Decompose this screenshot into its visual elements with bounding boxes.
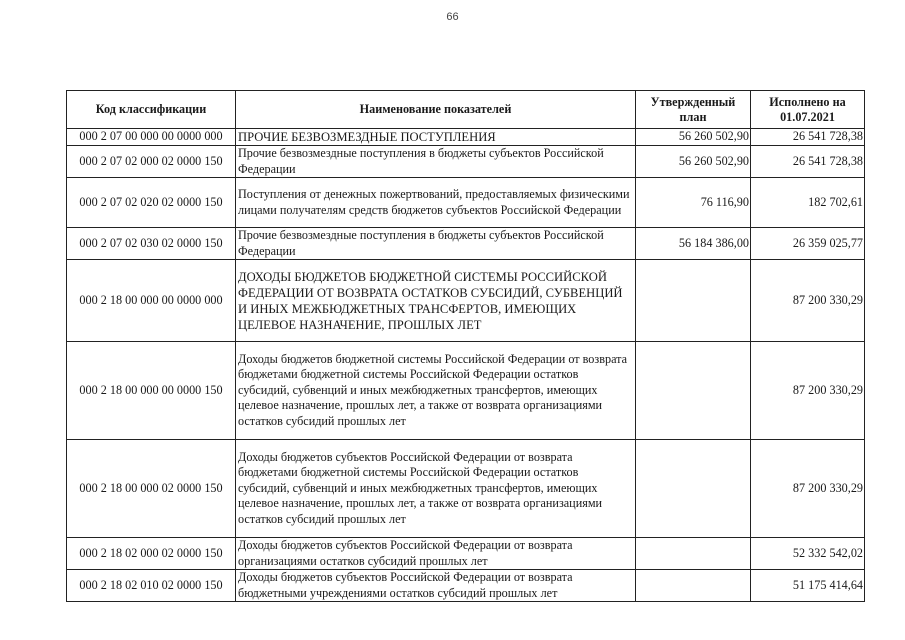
row-executed: 26 541 728,38 <box>751 129 865 146</box>
budget-table <box>66 90 865 602</box>
row-executed: 26 359 025,77 <box>751 228 865 260</box>
header-code: Код классификации <box>67 91 236 129</box>
row-plan <box>636 570 751 602</box>
table-row <box>67 178 865 228</box>
row-name: Поступления от денежных пожертвований, предоставляемых физическими лицами получателям средств бюджетов субъектов Российской Федерации <box>236 178 636 228</box>
row-code: 000 2 07 02 000 02 0000 150 <box>67 146 236 178</box>
row-plan: 56 184 386,00 <box>636 228 751 260</box>
row-executed: 51 175 414,64 <box>751 570 865 602</box>
row-executed: 26 541 728,38 <box>751 146 865 178</box>
row-plan: 56 260 502,90 <box>636 146 751 178</box>
row-executed: 182 702,61 <box>751 178 865 228</box>
row-code: 000 2 18 02 000 02 0000 150 <box>67 538 236 570</box>
table-row <box>67 440 865 538</box>
row-executed: 87 200 330,29 <box>751 260 865 342</box>
table-header-row <box>67 91 865 129</box>
row-plan <box>636 342 751 440</box>
row-plan <box>636 440 751 538</box>
row-code: 000 2 18 02 010 02 0000 150 <box>67 570 236 602</box>
row-code: 000 2 07 00 000 00 0000 000 <box>67 129 236 146</box>
row-name: Доходы бюджетов субъектов Российской Федерации от возврата бюджетами бюджетной системы Российской Федерации остатков субсидий, субвенций и иных межбюджетных трансфертов, имеющих целевое назначение, прошлых лет, а также от возврата организациями остатков субсидий прошлых лет <box>236 440 636 538</box>
row-plan <box>636 260 751 342</box>
table-row <box>67 570 865 602</box>
row-name: Прочие безвозмездные поступления в бюджеты субъектов Российской Федерации <box>236 228 636 260</box>
row-name: Доходы бюджетов бюджетной системы Российской Федерации от возврата бюджетами бюджетной системы Российской Федерации остатков субсидий, субвенций и иных межбюджетных трансфертов, имеющих целевое назначение, прошлых лет, а также от возврата организациями остатков субсидий прошлых лет <box>236 342 636 440</box>
header-plan: Утвержденный план <box>636 91 751 129</box>
table-row <box>67 146 865 178</box>
table-row <box>67 538 865 570</box>
header-name: Наименование показателей <box>236 91 636 129</box>
row-name: ПРОЧИЕ БЕЗВОЗМЕЗДНЫЕ ПОСТУПЛЕНИЯ <box>236 129 636 146</box>
row-code: 000 2 07 02 030 02 0000 150 <box>67 228 236 260</box>
table-row <box>67 129 865 146</box>
row-plan <box>636 538 751 570</box>
row-code: 000 2 18 00 000 00 0000 150 <box>67 342 236 440</box>
row-name: Прочие безвозмездные поступления в бюджеты субъектов Российской Федерации <box>236 146 636 178</box>
table-row <box>67 342 865 440</box>
row-executed: 52 332 542,02 <box>751 538 865 570</box>
page-number: 66 <box>446 11 459 23</box>
row-code: 000 2 18 00 000 00 0000 000 <box>67 260 236 342</box>
row-code: 000 2 07 02 020 02 0000 150 <box>67 178 236 228</box>
row-executed: 87 200 330,29 <box>751 440 865 538</box>
row-plan: 76 116,90 <box>636 178 751 228</box>
row-name: ДОХОДЫ БЮДЖЕТОВ БЮДЖЕТНОЙ СИСТЕМЫ РОССИЙСКОЙ ФЕДЕРАЦИИ ОТ ВОЗВРАТА ОСТАТКОВ СУБСИДИЙ, СУБВЕНЦИЙ И ИНЫХ МЕЖБЮДЖЕТНЫХ ТРАНСФЕРТОВ, ИМЕЮЩИХ ЦЕЛЕВОЕ НАЗНАЧЕНИЕ, ПРОШЛЫХ ЛЕТ <box>236 260 636 342</box>
table-row <box>67 260 865 342</box>
row-plan: 56 260 502,90 <box>636 129 751 146</box>
row-code: 000 2 18 00 000 02 0000 150 <box>67 440 236 538</box>
table-row <box>67 228 865 260</box>
row-name: Доходы бюджетов субъектов Российской Федерации от возврата организациями остатков субсидий прошлых лет <box>236 538 636 570</box>
header-executed: Исполнено на 01.07.2021 <box>751 91 865 129</box>
row-executed: 87 200 330,29 <box>751 342 865 440</box>
row-name: Доходы бюджетов субъектов Российской Федерации от возврата бюджетными учреждениями остатков субсидий прошлых лет <box>236 570 636 602</box>
